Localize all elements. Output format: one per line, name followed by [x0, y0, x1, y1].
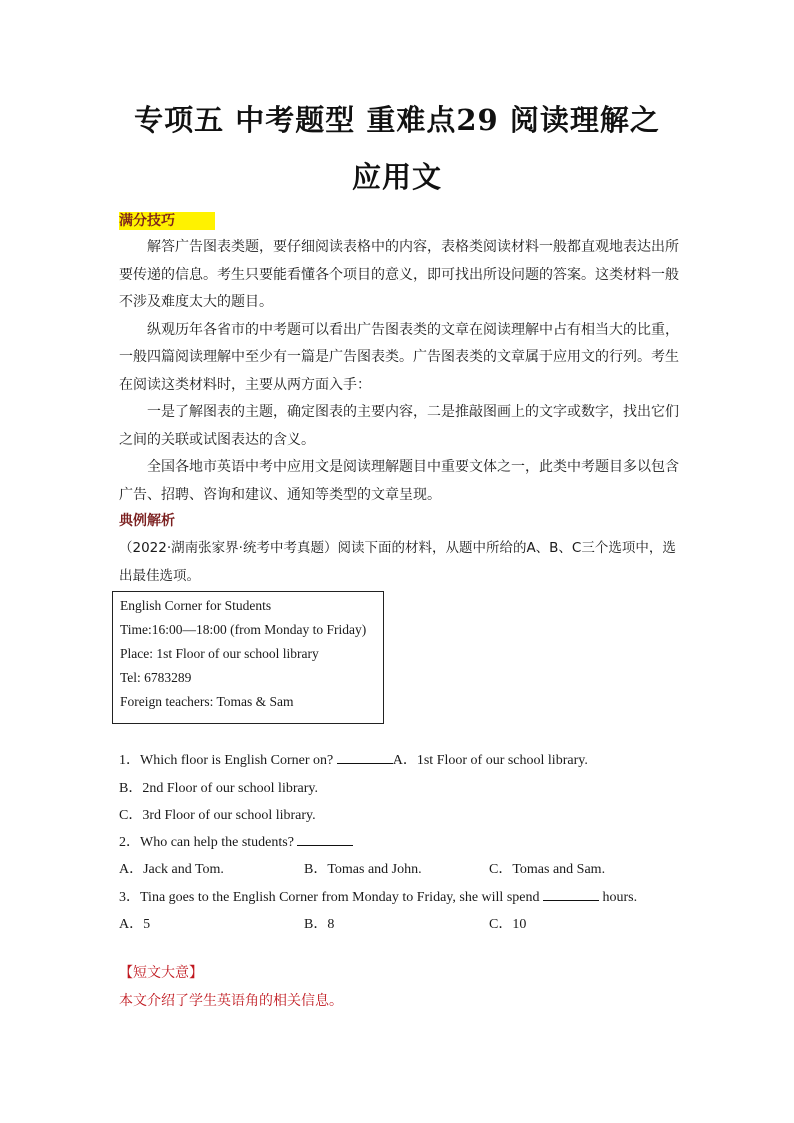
example-heading: 典例解析: [119, 513, 175, 529]
notice-box: [112, 591, 384, 724]
q1-option-b: B．2nd Floor of our school library.: [119, 781, 318, 796]
q2-option-a: A．Jack and Tom.: [119, 862, 224, 877]
answer-blank-3: [543, 888, 599, 901]
question-1: 1．Which floor is English Corner on? A．1st Floor of our school library.: [119, 753, 588, 768]
example-source: （2022·湖南张家界·统考中考真题）阅读下面的材料，从题中所给的A、B、C三个选项中，选出最佳选项。: [119, 540, 676, 584]
q2-option-b: B．Tomas and John.: [304, 862, 422, 877]
q3-option-c: C．10: [489, 917, 527, 932]
notice-line-tel: Tel: 6783289: [120, 670, 192, 685]
tips-paragraph-3: 一是了解图表的主题，确定图表的主要内容，二是推敲图画上的文字或数字，找出它们之间的关联或试图表达的含义。: [119, 404, 679, 448]
question-2: 2．Who can help the students?: [119, 831, 353, 851]
tips-paragraph-4: 全国各地市英语中考中应用文是阅读理解题目中重要文体之一，此类中考题目多以包含广告、招聘、咨询和建议、通知等类型的文章呈现。: [119, 459, 679, 503]
tips-heading: 满分技巧: [119, 210, 215, 230]
q1-option-c: C．3rd Floor of our school library.: [119, 808, 316, 823]
answer-blank-1: [337, 751, 393, 764]
tips-paragraph-1: 解答广告图表类题，要仔细阅读表格中的内容，表格类阅读材料一般都直观地表达出所要传递的信息。考生只要能看懂各个项目的意义，即可找出所设问题的答案。这类材料一般不涉及难度太大的题目。: [119, 239, 679, 310]
q1-option-a: A．1st Floor of our school library.: [392, 753, 588, 768]
tips-paragraph-2: 纵观历年各省市的中考题可以看出广告图表类的文章在阅读理解中占有相当大的比重，一般四篇阅读理解中至少有一篇是广告图表类。广告图表类的文章属于应用文的行列。考生在阅读这类材料时，主要从两方面入手：: [119, 321, 679, 393]
q3-option-a: A．5: [119, 917, 151, 932]
question-3: 3．Tina goes to the English Corner from Monday to Friday, she will spend hours.: [119, 890, 638, 905]
summary-text: 本文介绍了学生英语角的相关信息。: [119, 993, 343, 1009]
summary-heading: 【短文大意】: [119, 965, 203, 981]
tips-body: [119, 234, 679, 509]
page-title-line2: 应用文: [351, 160, 442, 194]
q2-option-c: C．Tomas and Sam.: [489, 862, 606, 877]
notice-line-place: Place: 1st Floor of our school library: [120, 646, 319, 661]
answer-blank-2: [297, 833, 353, 846]
notice-line-time: Time:16:00—18:00 (from Monday to Friday): [120, 622, 367, 637]
notice-line-title: English Corner for Students: [120, 598, 272, 613]
page-title-line1: 专项五 中考题型 重难点29 阅读理解之: [134, 103, 660, 137]
q3-option-b: B．8: [304, 917, 335, 932]
notice-line-teachers: Foreign teachers: Tomas & Sam: [120, 694, 294, 709]
